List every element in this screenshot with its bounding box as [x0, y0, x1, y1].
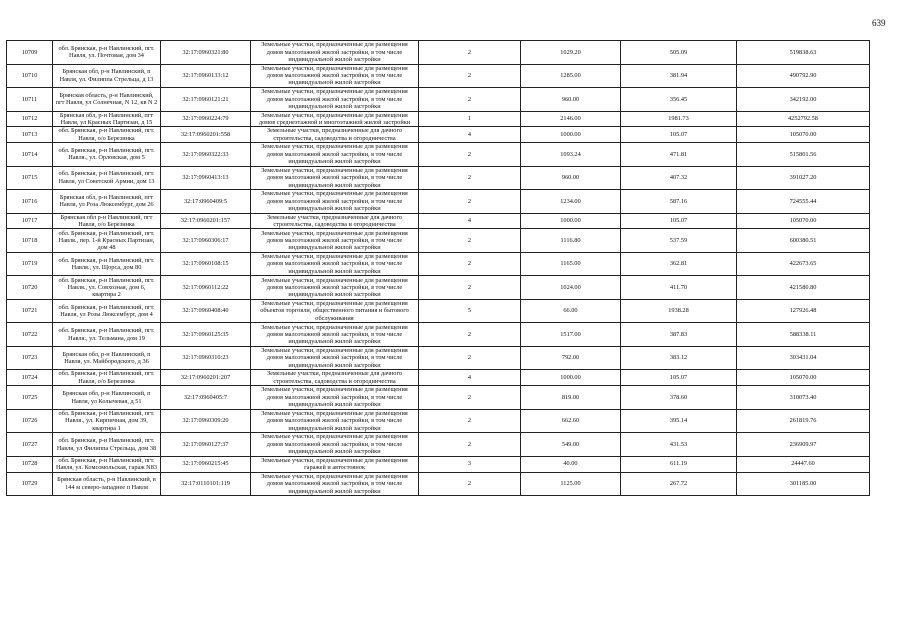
group-cell: 2: [419, 41, 521, 65]
specific-value-cell: 587.16: [621, 190, 737, 214]
table-row: [7, 370, 870, 386]
group-cell: 2: [419, 276, 521, 300]
specific-value-cell: 387.83: [621, 323, 737, 347]
table-row: [7, 299, 870, 323]
cadastral-value-cell: 105070.00: [737, 213, 870, 229]
table-row: [7, 472, 870, 496]
area-cell: 1000.00: [521, 213, 621, 229]
group-cell: 2: [419, 64, 521, 88]
specific-value-cell: 471.81: [621, 143, 737, 167]
cadastral-value-cell: 342192.00: [737, 88, 870, 112]
area-cell: 662.60: [521, 409, 621, 433]
cadastral-value-cell: 24447.60: [737, 456, 870, 472]
address-cell: обл. Брянская, р-н Навлинский, пгт. Навля, о/о Березинка: [53, 127, 161, 143]
address-cell: Брянская обл, р-н Навлинский, п Навля, ул Колычевая, д 51: [53, 386, 161, 410]
address-cell: обл. Брянская, р-н Навлинский, пгт. Навля, ул Советской Армии, дом 13: [53, 166, 161, 190]
cadastral-value-cell: 303431.04: [737, 346, 870, 370]
row-number: 10720: [7, 276, 53, 300]
cadastral-value-cell: 724555.44: [737, 190, 870, 214]
cadastral-number-cell: 32:17:0960127:37: [161, 433, 251, 457]
specific-value-cell: 381.94: [621, 64, 737, 88]
land-registry-table: [6, 40, 870, 496]
land-purpose-cell: Земельные участки, предназначенные для размещения домов малоэтажной жилой застройки, в том числе индивидуальной жилой застройки: [251, 190, 419, 214]
specific-value-cell: 395.14: [621, 409, 737, 433]
land-purpose-cell: Земельные участки, предназначенные для размещения домов малоэтажной жилой застройки, в том числе индивидуальной жилой застройки: [251, 386, 419, 410]
address-cell: обл. Брянская, р-н Навлинский, пгт. Навля., ул. Щорса, дом 80: [53, 252, 161, 276]
land-purpose-cell: Земельные участки, предназначенные для размещения гаражей и автостоянок: [251, 456, 419, 472]
group-cell: 4: [419, 370, 521, 386]
row-number: 10725: [7, 386, 53, 410]
group-cell: 2: [419, 166, 521, 190]
row-number: 10722: [7, 323, 53, 347]
area-cell: 792.00: [521, 346, 621, 370]
table-row: [7, 64, 870, 88]
cadastral-value-cell: 310073.40: [737, 386, 870, 410]
address-cell: Брянская обл, р-н Навлинский, пгт Навля, ул Роза Люксембург, дом 26: [53, 190, 161, 214]
group-cell: 2: [419, 143, 521, 167]
table-row: [7, 88, 870, 112]
group-cell: 2: [419, 323, 521, 347]
cadastral-number-cell: 32:17:0960201:207: [161, 370, 251, 386]
specific-value-cell: 267.72: [621, 472, 737, 496]
table-row: [7, 213, 870, 229]
land-purpose-cell: Земельные участки, предназначенные для размещения домов малоэтажной жилой застройки, в том числе индивидуальной жилой застройки: [251, 409, 419, 433]
area-cell: 1000.00: [521, 370, 621, 386]
cadastral-number-cell: 32:17:0960309:20: [161, 409, 251, 433]
land-purpose-cell: Земельные участки, предназначенные для размещения домов среднеэтажной и многоэтажной жилой застройки: [251, 111, 419, 127]
specific-value-cell: 407.32: [621, 166, 737, 190]
specific-value-cell: 105.07: [621, 127, 737, 143]
area-cell: 960.00: [521, 166, 621, 190]
group-cell: 1: [419, 111, 521, 127]
specific-value-cell: 105.07: [621, 213, 737, 229]
cadastral-value-cell: 422673.65: [737, 252, 870, 276]
area-cell: 960.00: [521, 88, 621, 112]
area-cell: 549.00: [521, 433, 621, 457]
land-purpose-cell: Земельные участки, предназначенные для размещения домов малоэтажной жилой застройки, в том числе индивидуальной жилой застройки: [251, 323, 419, 347]
group-cell: 2: [419, 252, 521, 276]
row-number: 10713: [7, 127, 53, 143]
table-row: [7, 386, 870, 410]
group-cell: 2: [419, 88, 521, 112]
address-cell: обл. Брянская, р-н Навлинский, пгт. Навля, о/о Березинка: [53, 370, 161, 386]
cadastral-value-cell: 105070.00: [737, 370, 870, 386]
land-purpose-cell: Земельные участки, предназначенные для размещения домов малоэтажной жилой застройки, в том числе индивидуальной жилой застройки: [251, 472, 419, 496]
cadastral-number-cell: 32:17:0960224:79: [161, 111, 251, 127]
table-row: [7, 409, 870, 433]
table-row: [7, 456, 870, 472]
land-purpose-cell: Земельные участки, предназначенные для дачного строительства, садоводства и огородничества: [251, 370, 419, 386]
group-cell: 4: [419, 127, 521, 143]
row-number: 10711: [7, 88, 53, 112]
area-cell: 1285.00: [521, 64, 621, 88]
address-cell: Брянская обл р-н Навлинский, пгт Навля, о/о Березинка: [53, 213, 161, 229]
cadastral-number-cell: 32:17:0960215:45: [161, 456, 251, 472]
land-purpose-cell: Земельные участки, предназначенные для дачного строительства, садоводства и огородничества: [251, 213, 419, 229]
land-purpose-cell: Земельные участки, предназначенные для размещения домов малоэтажной жилой застройки, в том числе индивидуальной жилой застройки: [251, 229, 419, 253]
table-body: [7, 41, 870, 496]
table-row: [7, 276, 870, 300]
group-cell: 2: [419, 472, 521, 496]
address-cell: обл. Брянская, р-н Навлинский, пгт. Навля., ул. Орловская, дом 5: [53, 143, 161, 167]
address-cell: обл. Брянская, р-н Навлинский, пгт. Навля, ул Розы Люксембург, дом 4: [53, 299, 161, 323]
group-cell: 4: [419, 213, 521, 229]
land-purpose-cell: Земельные участки, предназначенные для дачного строительства, садоводства и огородничества: [251, 127, 419, 143]
group-cell: 5: [419, 299, 521, 323]
table-row: [7, 433, 870, 457]
area-cell: 1116.80: [521, 229, 621, 253]
specific-value-cell: 362.81: [621, 252, 737, 276]
area-cell: 819.00: [521, 386, 621, 410]
cadastral-value-cell: 600380.51: [737, 229, 870, 253]
area-cell: 1125.00: [521, 472, 621, 496]
row-number: 10714: [7, 143, 53, 167]
address-cell: обл. Брянская, р-н Навлинский, пгт. Навля., пер. 1-й Красных Партизан, дом 48: [53, 229, 161, 253]
specific-value-cell: 1938.28: [621, 299, 737, 323]
area-cell: 1165.00: [521, 252, 621, 276]
specific-value-cell: 378.60: [621, 386, 737, 410]
row-number: 10718: [7, 229, 53, 253]
cadastral-number-cell: 32:17:0960133:12: [161, 64, 251, 88]
cadastral-number-cell: 32:17:0960310:23: [161, 346, 251, 370]
cadastral-number-cell: 32:17:0960408:40: [161, 299, 251, 323]
cadastral-value-cell: 421580.80: [737, 276, 870, 300]
cadastral-value-cell: 490792.90: [737, 64, 870, 88]
cadastral-number-cell: 32:17:0960112:22: [161, 276, 251, 300]
specific-value-cell: 105.07: [621, 370, 737, 386]
specific-value-cell: 537.59: [621, 229, 737, 253]
cadastral-number-cell: 32:17:0960322:33: [161, 143, 251, 167]
cadastral-value-cell: 588338.11: [737, 323, 870, 347]
specific-value-cell: 431.53: [621, 433, 737, 457]
group-cell: 2: [419, 409, 521, 433]
page-number: 639: [872, 18, 886, 28]
cadastral-number-cell: 32:17:0960201:558: [161, 127, 251, 143]
row-number: 10710: [7, 64, 53, 88]
cadastral-value-cell: 105070.00: [737, 127, 870, 143]
group-cell: 2: [419, 433, 521, 457]
cadastral-number-cell: 32:17:0960405:7: [161, 386, 251, 410]
specific-value-cell: 505.09: [621, 41, 737, 65]
address-cell: обл. Брянская, р-н Навлинский, пгт. Навля, ул Филиппа Стрельца, дом 38: [53, 433, 161, 457]
cadastral-value-cell: 4252792.58: [737, 111, 870, 127]
row-number: 10726: [7, 409, 53, 433]
table-row: [7, 346, 870, 370]
group-cell: 2: [419, 190, 521, 214]
area-cell: 1234.00: [521, 190, 621, 214]
cadastral-number-cell: 32:17:0960409:5: [161, 190, 251, 214]
table-row: [7, 41, 870, 65]
group-cell: 2: [419, 346, 521, 370]
table-row: [7, 190, 870, 214]
address-cell: обл. Брянская, р-н Навлинский, пгт. Навля., ул. Тельмана, дом 19: [53, 323, 161, 347]
land-purpose-cell: Земельные участки, предназначенные для размещения домов малоэтажной жилой застройки, в том числе индивидуальной жилой застройки: [251, 346, 419, 370]
row-number: 10719: [7, 252, 53, 276]
row-number: 10729: [7, 472, 53, 496]
land-purpose-cell: Земельные участки, предназначенные для размещения домов малоэтажной жилой застройки, в том числе индивидуальной жилой застройки: [251, 88, 419, 112]
row-number: 10727: [7, 433, 53, 457]
specific-value-cell: 411.70: [621, 276, 737, 300]
row-number: 10723: [7, 346, 53, 370]
specific-value-cell: 383.12: [621, 346, 737, 370]
land-purpose-cell: Земельные участки, предназначенные для размещения домов малоэтажной жилой застройки, в том числе индивидуальной жилой застройки: [251, 276, 419, 300]
land-purpose-cell: Земельные участки, предназначенные для размещения домов малоэтажной жилой застройки, в том числе индивидуальной жилой застройки: [251, 41, 419, 65]
cadastral-value-cell: 391027.20: [737, 166, 870, 190]
address-cell: Брянская область, р-н Навлинский, в 144 м северо-западнее п Навля: [53, 472, 161, 496]
cadastral-value-cell: 519838.63: [737, 41, 870, 65]
group-cell: 2: [419, 229, 521, 253]
area-cell: 1029.20: [521, 41, 621, 65]
row-number: 10712: [7, 111, 53, 127]
row-number: 10709: [7, 41, 53, 65]
land-purpose-cell: Земельные участки, предназначенные для размещения домов малоэтажной жилой застройки, в том числе индивидуальной жилой застройки: [251, 64, 419, 88]
area-cell: 66.00: [521, 299, 621, 323]
table-row: [7, 143, 870, 167]
cadastral-number-cell: 32:17:0960108:15: [161, 252, 251, 276]
cadastral-value-cell: 127926.48: [737, 299, 870, 323]
address-cell: обл. Брянская, р-н Навлинский, пгт. Навля, ул. Почтовая, дом 34: [53, 41, 161, 65]
table-row: [7, 166, 870, 190]
land-purpose-cell: Земельные участки, предназначенные для размещения домов малоэтажной жилой застройки, в том числе индивидуальной жилой застройки: [251, 166, 419, 190]
row-number: 10716: [7, 190, 53, 214]
row-number: 10724: [7, 370, 53, 386]
cadastral-number-cell: 32:17:0960413:13: [161, 166, 251, 190]
cadastral-number-cell: 32:17:0960121:21: [161, 88, 251, 112]
row-number: 10717: [7, 213, 53, 229]
specific-value-cell: 611.19: [621, 456, 737, 472]
area-cell: 1000.00: [521, 127, 621, 143]
address-cell: Брянская обл, р-н Навлинский, п Навля, ул. Майбородского, д 36: [53, 346, 161, 370]
specific-value-cell: 356.45: [621, 88, 737, 112]
land-purpose-cell: Земельные участки, предназначенные для размещения домов малоэтажной жилой застройки, в том числе индивидуальной жилой застройки: [251, 433, 419, 457]
table-row: [7, 252, 870, 276]
group-cell: 3: [419, 456, 521, 472]
area-cell: 1093.24: [521, 143, 621, 167]
cadastral-value-cell: 515801.56: [737, 143, 870, 167]
specific-value-cell: 1981.73: [621, 111, 737, 127]
table-row: [7, 127, 870, 143]
area-cell: 2146.00: [521, 111, 621, 127]
table-row: [7, 323, 870, 347]
cadastral-number-cell: 32:17:0960125:35: [161, 323, 251, 347]
address-cell: Брянская область, р-н Навлинский, пгт Навля, ул Солнечная, N 12, кв N 2: [53, 88, 161, 112]
address-cell: Брянская обл, р-н Навлинский, пгт Навля, ул Красных Партизан, д 15: [53, 111, 161, 127]
table-row: [7, 111, 870, 127]
cadastral-number-cell: 32:17:0110101:119: [161, 472, 251, 496]
row-number: 10728: [7, 456, 53, 472]
address-cell: обл. Брянская, р-н Навлинский, пгт. Навля., ул. Кирпичная, дом 39, квартира 1: [53, 409, 161, 433]
row-number: 10721: [7, 299, 53, 323]
row-number: 10715: [7, 166, 53, 190]
table-row: [7, 229, 870, 253]
area-cell: 40.00: [521, 456, 621, 472]
cadastral-number-cell: 32:17:0960306:17: [161, 229, 251, 253]
group-cell: 2: [419, 386, 521, 410]
land-purpose-cell: Земельные участки, предназначенные для размещения объектов торговли, общественного питания и бытового обслуживания: [251, 299, 419, 323]
land-purpose-cell: Земельные участки, предназначенные для размещения домов малоэтажной жилой застройки, в том числе индивидуальной жилой застройки: [251, 143, 419, 167]
address-cell: обл. Брянская, р-н Навлинский, пгт. Навля., ул. Совхозная, дом 6, квартира 2: [53, 276, 161, 300]
cadastral-value-cell: 301185.00: [737, 472, 870, 496]
area-cell: 1024.00: [521, 276, 621, 300]
cadastral-number-cell: 32:17:0960321:80: [161, 41, 251, 65]
cadastral-value-cell: 261819.76: [737, 409, 870, 433]
cadastral-number-cell: 32:17:0960201:157: [161, 213, 251, 229]
cadastral-value-cell: 236909.97: [737, 433, 870, 457]
land-purpose-cell: Земельные участки, предназначенные для размещения домов малоэтажной жилой застройки, в том числе индивидуальной жилой застройки: [251, 252, 419, 276]
address-cell: обл. Брянская, р-н Навлинский, пгт. Навля, ул. Комсомольская, гараж N83: [53, 456, 161, 472]
area-cell: 1517.00: [521, 323, 621, 347]
address-cell: Брянская обл, р-н Навлинский, п Навля, ул. Филиппа Стрельца, д 13: [53, 64, 161, 88]
